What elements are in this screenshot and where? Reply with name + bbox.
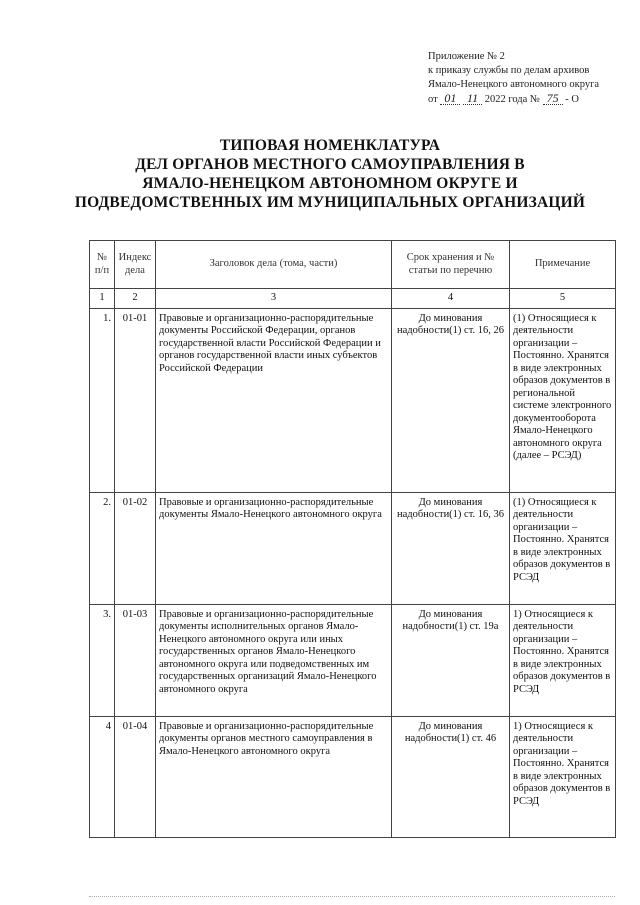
row-title: Правовые и организационно-распорядительные документы исполнительных органов Ямало-Ненецкого автономного округа или иных государственных органов Ямало-Ненецкого автономного округа или подведомственных им государственных организаций Ямало-Ненецкого автономного округа	[156, 604, 392, 716]
nomenclature-table	[89, 240, 616, 838]
page-bottom-rule	[89, 896, 615, 897]
table-row	[90, 604, 616, 716]
appendix-line-3: Ямало-Ненецкого автономного округа	[428, 79, 600, 90]
date-year: 2022 года №	[484, 94, 540, 105]
title-line-1: ТИПОВАЯ НОМЕНКЛАТУРА	[219, 137, 441, 154]
row-term: До минования надобности(1) ст. 19а	[392, 604, 510, 716]
row-index: 01-02	[115, 492, 156, 604]
title-line-3: ЯМАЛО-НЕНЕЦКОМ АВТОНОМНОМ ОКРУГЕ И	[142, 175, 518, 192]
appendix-date-line	[428, 92, 628, 107]
appendix-line-1: Приложение № 2	[428, 51, 505, 62]
title-line-2: ДЕЛ ОРГАНОВ МЕСТНОГО САМОУПРАВЛЕНИЯ В	[135, 156, 525, 173]
col-number-1: 1	[90, 289, 115, 309]
title-line-4: ПОДВЕДОМСТВЕННЫХ ИМ МУНИЦИПАЛЬНЫХ ОРГАНИЗАЦИЙ	[74, 194, 586, 211]
row-number: 1.	[90, 308, 115, 492]
row-title: Правовые и организационно-распорядительные документы Российской Федерации, органов государственной власти Российской Федерации и органов государственной власти иных субъектов Российской Федерации	[156, 308, 392, 492]
appendix-line-2: к приказу службы по делам архивов	[428, 65, 590, 76]
row-note: 1) Относящиеся к деятельности организации – Постоянно. Хранятся в виде электронных образов документов в РСЭД	[510, 604, 616, 716]
header-number: № п/п	[90, 241, 115, 289]
table-header-row	[90, 241, 616, 289]
header-note: Примечание	[510, 241, 616, 289]
row-note: (1) Относящиеся к деятельности организации – Постоянно. Хранятся в виде электронных образов документов в региональной системе электронного документооборота Ямало-Ненецкого автономного округа (далее – РСЭД)	[510, 308, 616, 492]
column-number-row	[90, 289, 616, 309]
table-row	[90, 308, 616, 492]
header-index: Индекс дела	[115, 241, 156, 289]
row-note: (1) Относящиеся к деятельности организации – Постоянно. Хранятся в виде электронных образов документов в РСЭД	[510, 492, 616, 604]
row-index: 01-01	[115, 308, 156, 492]
row-index: 01-03	[115, 604, 156, 716]
order-suffix: - О	[565, 94, 579, 105]
col-number-2: 2	[115, 289, 156, 309]
header-term: Срок хранения и № статьи по перечню	[392, 241, 510, 289]
appendix-block	[428, 50, 628, 107]
table-row	[90, 492, 616, 604]
row-title: Правовые и организационно-распорядительные документы органов местного самоуправления в Ямало-Ненецкого автономного округа	[156, 716, 392, 837]
col-number-5: 5	[510, 289, 616, 309]
row-term: До минования надобности(1) ст. 46	[392, 716, 510, 837]
row-number: 3.	[90, 604, 115, 716]
col-number-4: 4	[392, 289, 510, 309]
date-prefix: от	[428, 94, 438, 105]
handwritten-day: 01	[440, 92, 460, 105]
row-term: До минования надобности(1) ст. 16, 36	[392, 492, 510, 604]
table-row	[90, 716, 616, 837]
handwritten-number: 75	[543, 92, 563, 105]
header-title: Заголовок дела (тома, части)	[156, 241, 392, 289]
document-title	[60, 136, 600, 212]
row-title: Правовые и организационно-распорядительные документы Ямало-Ненецкого автономного округа	[156, 492, 392, 604]
row-note: 1) Относящиеся к деятельности организации – Постоянно. Хранятся в виде электронных образов документов в РСЭД	[510, 716, 616, 837]
row-number: 4	[90, 716, 115, 837]
row-number: 2.	[90, 492, 115, 604]
row-index: 01-04	[115, 716, 156, 837]
row-term: До минования надобности(1) ст. 16, 26	[392, 308, 510, 492]
col-number-3: 3	[156, 289, 392, 309]
handwritten-month: 11	[463, 92, 482, 105]
